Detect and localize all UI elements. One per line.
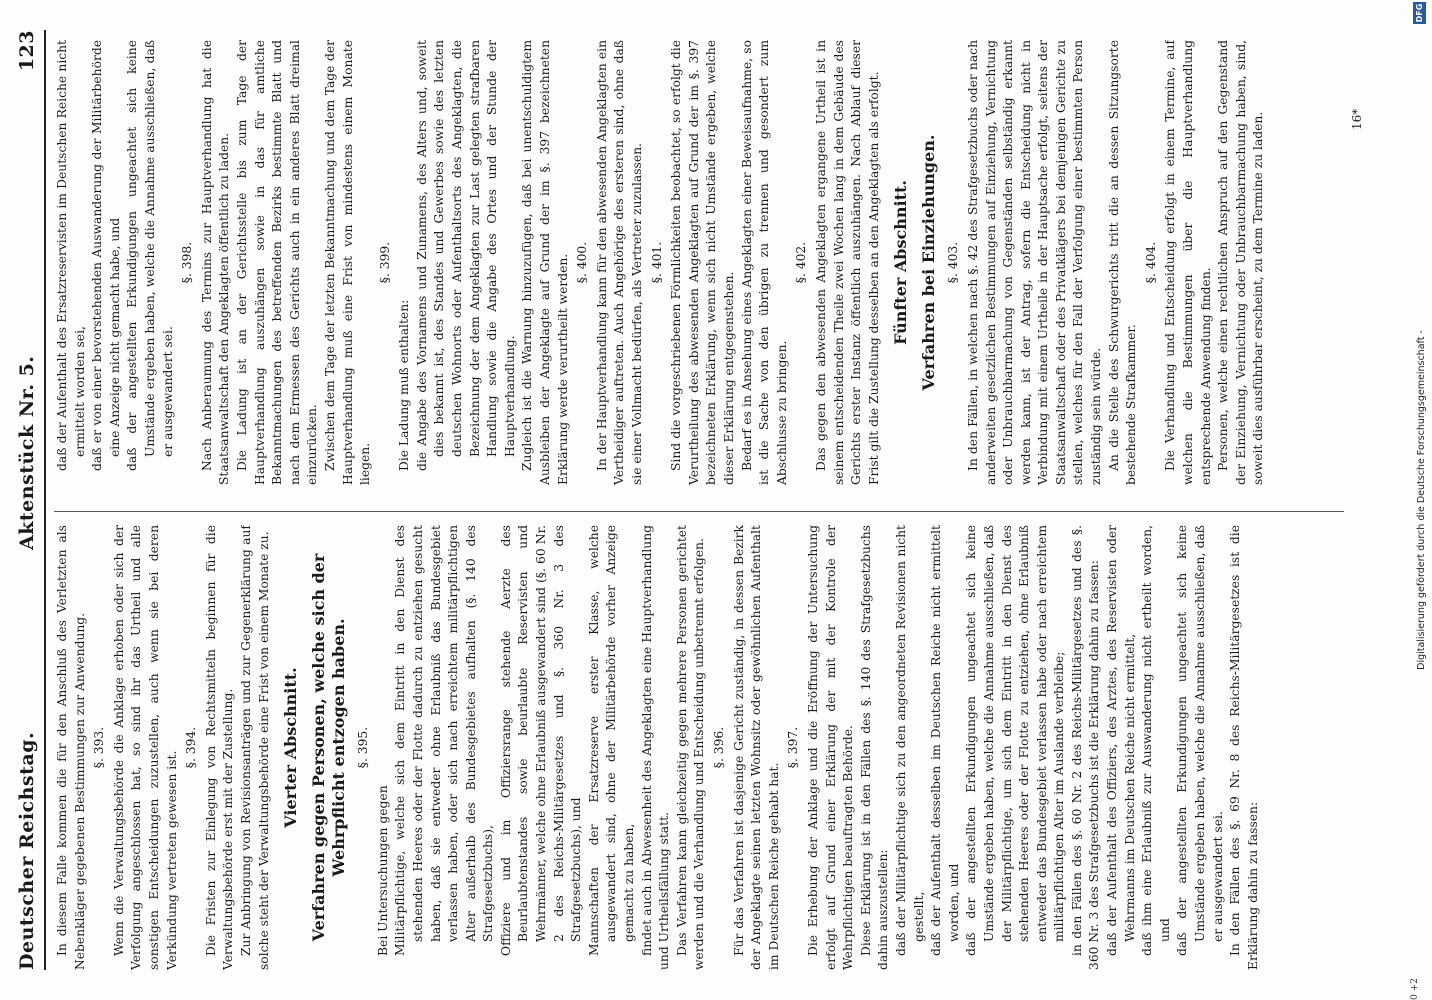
left-paragraph: Bei Untersuchungen gegen	[375, 785, 390, 956]
left-indented-paragraph: Offiziere und im Offiziersrange stehende Aerzte des Beurlaubtenstandes sowie beurlaubte Reservisten und Wehrmänner, welche ohne Erlaubniß ausgewandert sind (§. 60 Nr. 2 des Reichs-Militärgesetzes und §. 360 Nr. 3 des Strafgesetzbuchs), und	[498, 525, 584, 956]
left-section-number: §. 396.	[712, 726, 726, 769]
left-section-number: §. 395.	[356, 726, 371, 769]
header-left: Deutscher Reichstag.	[16, 731, 38, 970]
right-section-number: §. 398.	[180, 241, 195, 284]
edge-mark: 0 +2	[1410, 978, 1420, 1000]
right-heading: Verfahren bei Einziehungen.	[919, 134, 939, 391]
left-paragraph: in den Fällen des §. 60 Nr. 2 des Reichs-Militärgesetzes und des §. 360 Nr. 3 des Strafgesetzbuchs ist die Erklärung dahin zu fassen:	[1069, 525, 1102, 970]
right-paragraph: In der Hauptverhandlung kann für den abwesenden Angeklagten ein Vertheidiger auftreten. Auch Angehörige des ersteren sind, ohne daß sie einer Vollmacht bedürfen, als Vertreter zuzulassen.	[594, 40, 644, 485]
left-paragraph: Zur Anbringung von Revisionsanträgen und zur Gegenerklärung auf solche steht der Verwaltungsbehörde eine Frist von einem Monate zu.	[238, 525, 271, 970]
right-paragraph: Die Ladung ist an der Gerichtsstelle bis zum Tage der Hauptverhandlung auszuhängen sowie in das für amtliche Bekanntmachungen des betreffenden Bezirks bestimmte Blatt und nach dem Ermessen des Gerichts auch in ein anderes Blatt dreimal einzurücken.	[234, 40, 320, 485]
left-heading: Verfahren gegen Personen, welche sich der Wehrpflicht entzogen haben.	[309, 553, 349, 942]
column-divider	[54, 511, 1344, 512]
signature-mark: 16*	[1350, 108, 1364, 130]
right-paragraph: In den Fällen, in welchen nach §. 42 des Strafgesetzbuchs oder nach anderweiten gesetzlichen Bestimmungen auf Einziehung, Vernichtung oder Unbrauchbarmachung von Gegenständen selbständig erkannt werden kann, ist der Antrag, sofern die Entscheidung nicht in Verbindung mit einem Urtheile in der Hauptsache erfolgt, seitens der Staatsanwaltschaft oder des Privatklägers bei demjenigen Gerichte zu stellen, welches für den Fall der Verfolgung einer bestimmten Person zuständig sein würde.	[965, 40, 1104, 485]
left-indented-paragraph: daß der Militärpflichtige sich zu den angeordneten Revisionen nicht gestellt,	[893, 525, 926, 956]
left-indented-paragraph: daß der angestellten Erkundigungen ungeachtet sich keine Umstände ergeben haben, welche die Annahme ausschließen, daß der Militärpflichtige, um sich dem Eintritt in den Dienst des stehenden Heeres oder der Flotte zu entziehen, ohne Erlaubniß entweder das Bundesgebiet verlassen habe oder nach erreichtem militärpflichtigen Alter im Auslande verbleibe;	[964, 525, 1067, 956]
left-indented-paragraph: Militärpflichtige, welche sich dem Eintritt in den Dienst des stehenden Heeres oder der Flotte dadurch zu entziehen gesucht haben, daß sie entweder ohne Erlaubniß das Bundesgebiet verlassen haben, oder sich nach erreichtem militärpflichtigen Alter außerhalb des Bundesgebietes aufhalten (§. 140 des Strafgesetzbuchs),	[393, 525, 496, 956]
left-indented-paragraph: daß der Aufenthalt des Offiziers, des Arztes, des Reservisten oder Wehrmanns im Deutschen Reiche nicht ermittelt,	[1105, 525, 1137, 956]
left-heading: Vierter Abschnitt.	[281, 667, 301, 828]
right-paragraph: An die Stelle des Schwurgerichts tritt die an dessen Sitzungsorte bestehende Strafkammer.	[1106, 40, 1139, 485]
right-paragraph: Zugleich ist die Warnung hinzuzufügen, daß bei unentschuldigtem Ausbleiben der Angeklagte auf Grund der im §. 397 bezeichneten Erklärung werde verurtheilt werden.	[520, 40, 570, 485]
right-section-number: §. 400.	[575, 241, 590, 284]
digitization-credit: Digitalisierung gefördert durch die Deutsche Forschungsgemeinschaft -	[1416, 330, 1427, 670]
right-section-number: §. 404.	[1143, 241, 1158, 284]
left-paragraph: Die Fristen zur Einlegung von Rechtsmitteln beginnen für die Verwaltungsbehörde erst mit der Zustellung.	[203, 525, 236, 970]
left-paragraph: Diese Erklärung ist in den Fällen des §. 140 des Strafgesetzbuchs dahin auszustellen:	[858, 525, 891, 970]
left-paragraph: Für das Verfahren ist dasjenige Gericht zuständig, in dessen Bezirk der Angeklagte seinen letzten Wohnsitz oder gewöhnlichen Aufenthalt im Deutschen Reiche gehabt hat.	[731, 525, 781, 970]
right-paragraph: Das gegen den abwesenden Angeklagten ergangene Urtheil ist in seinem entscheidenden Theile zwei Wochen lang in dem Gebäude des Gerichts erster Instanz öffentlich auszuhängen. Nach Ablauf dieser Frist gilt die Zustellung desselben an den Angeklagten als erfolgt.	[813, 40, 881, 485]
left-section-number: §. 397.	[786, 726, 801, 769]
left-indented-paragraph: daß der angestellten Erkundigungen ungeachtet sich keine Umstände ergeben haben, welche die Annahme ausschließen, daß er ausgewandert sei.	[1175, 525, 1225, 956]
right-indented-paragraph: daß der Aufenthalt des Ersatzreservisten im Deutschen Reiche nicht ermittelt worden sei,	[55, 40, 87, 471]
page-number: 123	[16, 30, 38, 72]
right-heading: Fünfter Abschnitt.	[891, 180, 911, 345]
page-header	[8, 30, 46, 970]
right-indented-paragraph: daß der angestellten Erkundigungen ungeachtet sich keine Umstände ergeben haben, welche die Annahme ausschließen, daß er ausgewandert sei.	[125, 40, 175, 471]
right-section-number: §. 402.	[794, 241, 809, 284]
left-paragraph: In diesem Falle kommen die für den Anschluß des Verletzten als Nebenkläger gegebenen Bestimmungen zur Anwendung.	[55, 525, 87, 970]
dfg-logo: DFG	[1415, 3, 1424, 23]
right-paragraph: Bedarf es in Ansehung eines Angeklagten einer Beweisaufnahme, so ist die Sache von den übrigen zu trennen und gesondert zum Abschlusse zu bringen.	[739, 40, 789, 485]
left-column	[54, 525, 1344, 970]
right-paragraph: Sind die vorgeschriebenen Förmlichkeiten beobachtet, so erfolgt die Verurtheilung des abwesenden Angeklagten auf Grund der im §. 397 bezeichneten Erklärung, wenn sich nicht Umstände ergeben, welche dieser Erklärung entgegenstehen.	[669, 40, 736, 485]
left-section-number: §. 394.	[184, 726, 199, 769]
left-indented-paragraph: daß ihm eine Erlaubniß zur Auswanderung nicht ertheilt worden, und	[1140, 525, 1172, 956]
right-paragraph: Zwischen dem Tage der letzten Bekanntmachung und dem Tage der Hauptverhandlung muß eine Frist von mindestens einem Monate liegen.	[322, 40, 373, 485]
right-paragraph: Personen, welche einen rechtlichen Anspruch auf den Gegenstand der Einziehung, Vernichtung oder Unbrauchbarmachung haben, sind, soweit dies ausführbar erscheint, zu dem Termine zu laden.	[1216, 40, 1266, 485]
right-section-number: §. 403.	[946, 241, 961, 284]
left-indented-paragraph: Mannschaften der Ersatzreserve erster Klasse, welche ausgewandert sind, ohne der Militärbehörde vorher Anzeige gemacht zu haben,	[586, 525, 637, 956]
right-indented-paragraph: die Angabe des Vornamens und Zunamens, des Alters und, soweit dies bekannt ist, des Standes und Gewerbes sowie des letzten deutschen Wohnorts oder Aufenthaltsorts des Angeklagten, die Bezeichnung der dem Angeklagten zur Last gelegten strafbaren Handlung sowie die Angabe des Ortes und der Stunde der Hauptverhandlung.	[414, 40, 517, 471]
left-section-number: §. 393.	[92, 726, 107, 769]
right-paragraph: Nach Anberaumung des Termins zur Hauptverhandlung hat die Staatsanwaltschaft den Angeklagten öffentlich zu laden.	[199, 40, 232, 485]
right-column	[54, 40, 1344, 485]
right-paragraph: Die Verhandlung und Entscheidung erfolgt in einem Termine, auf welchen die Bestimmungen über die Hauptverhandlung entsprechende Anwendung finden.	[1163, 40, 1213, 485]
left-paragraph: Das Verfahren kann gleichzeitig gegen mehrere Personen gerichtet werden und die Verhandlung und Entscheidung unbetrennt erfolgen.	[674, 525, 707, 970]
header-center: Aktenstück Nr. 5.	[16, 355, 38, 550]
left-paragraph: Wenn die Verwaltungsbehörde die Anklage erhoben oder sich der Verfolgung angeschlossen hat, so sind ihr das Urtheil und alle sonstigen Entscheidungen zuzustellen, auch wenn sie bei deren Verkündung vertreten gewesen ist.	[111, 525, 179, 970]
left-paragraph: In den Fällen des §. 69 Nr. 8 des Reichs-Militärgesetzes ist die Erklärung dahin zu fassen:	[1228, 525, 1260, 970]
left-paragraph: Die Erhebung der Anklage und die Eröffnung der Untersuchung erfolgt auf Grund einer Erklärung der mit der Kontrole der Wehrpflichtigen beauftragten Behörde.	[805, 525, 856, 970]
right-section-number: §. 399.	[377, 241, 392, 284]
left-paragraph: findet auch in Abwesenheit des Angeklagten eine Hauptverhandlung und Urtheilsfällung statt.	[639, 525, 672, 970]
right-section-number: §. 401.	[649, 241, 664, 284]
right-paragraph: Die Ladung muß enthalten:	[397, 299, 412, 471]
right-indented-paragraph: daß er von einer bevorstehenden Auswanderung der Militärbehörde eine Anzeige nicht gemacht habe, und	[90, 40, 122, 471]
left-indented-paragraph: daß der Aufenthalt desselben im Deutschen Reiche nicht ermittelt worden, und	[929, 525, 961, 956]
